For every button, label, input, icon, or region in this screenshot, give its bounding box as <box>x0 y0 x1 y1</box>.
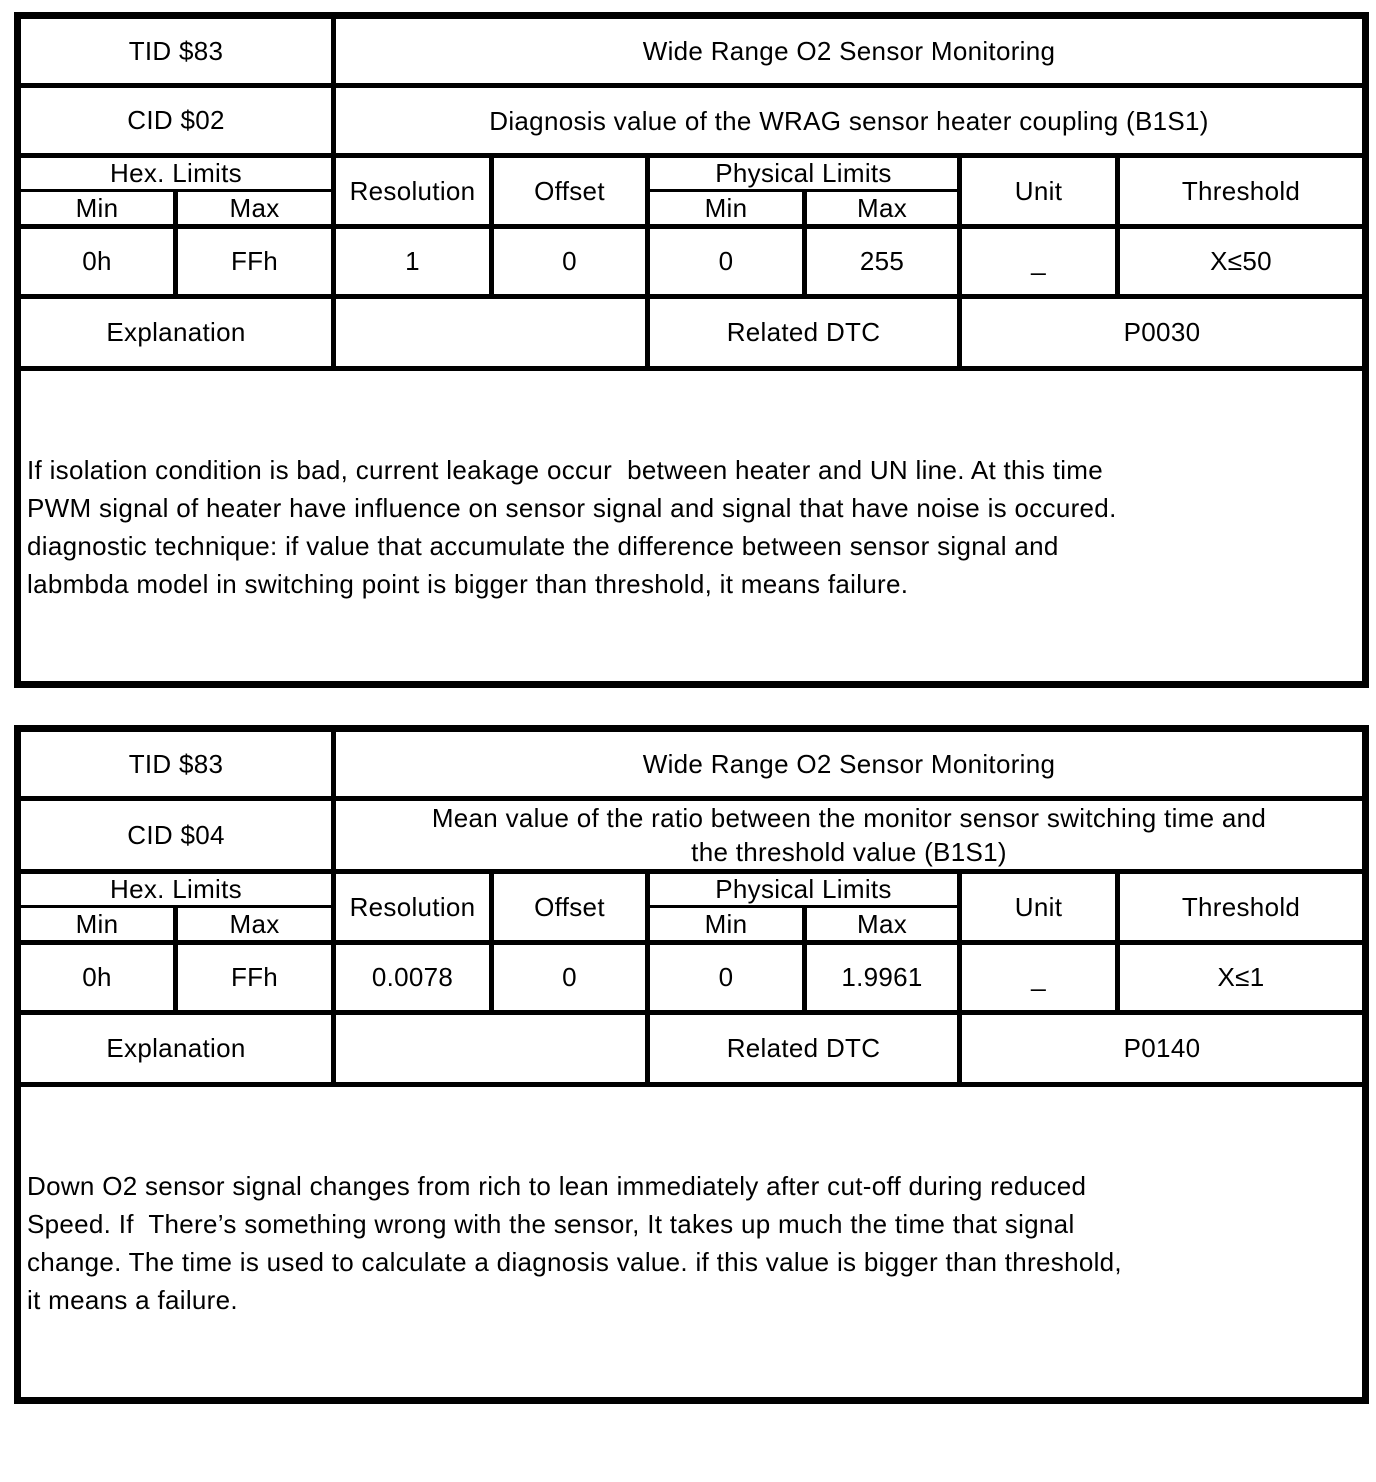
cid-label-cell: CID $02 <box>18 86 334 156</box>
hex-limits-header: Hex. Limits <box>18 872 334 907</box>
hex-max-value: FFh <box>176 227 334 297</box>
phys-min-header: Min <box>648 907 805 943</box>
hex-max-value: FFh <box>176 943 334 1013</box>
resolution-value: 1 <box>334 227 492 297</box>
related-dtc-label-cell: Related DTC <box>648 1013 960 1085</box>
explanation-line: diagnostic technique: if value that accumulate the difference between sensor signal and <box>27 531 1059 561</box>
unit-header: Unit <box>960 872 1118 943</box>
hex-max-header: Max <box>176 907 334 943</box>
explanation-spacer-cell <box>334 297 648 369</box>
phys-min-value: 0 <box>648 943 805 1013</box>
cid-description-cell <box>334 86 1366 156</box>
explanation-text-cell <box>18 1085 1366 1401</box>
physical-limits-header: Physical Limits <box>648 872 960 907</box>
phys-max-value: 1.9961 <box>805 943 960 1013</box>
offset-header: Offset <box>492 872 648 943</box>
cid-description-line: Mean value of the ratio between the monitor sensor switching time and <box>431 803 1267 833</box>
hex-min-header: Min <box>18 191 176 227</box>
phys-min-value: 0 <box>648 227 805 297</box>
explanation-line: If isolation condition is bad, current leakage occur between heater and UN line. At this time <box>27 455 1104 485</box>
explanation-line: PWM signal of heater have influence on sensor signal and signal that have noise is occured. <box>27 493 1117 523</box>
unit-value: _ <box>960 943 1118 1013</box>
tid-label-cell: TID $83 <box>18 729 334 799</box>
related-dtc-value-cell: P0030 <box>960 297 1366 369</box>
explanation-label-cell: Explanation <box>18 1013 334 1085</box>
offset-value: 0 <box>492 227 648 297</box>
related-dtc-value-cell: P0140 <box>960 1013 1366 1085</box>
resolution-header: Resolution <box>334 872 492 943</box>
hex-min-value: 0h <box>18 943 176 1013</box>
unit-header: Unit <box>960 156 1118 227</box>
offset-header: Offset <box>492 156 648 227</box>
cid-description-line: the threshold value (B1S1) <box>691 837 1007 867</box>
tid-title-cell: Wide Range O2 Sensor Monitoring <box>334 729 1366 799</box>
explanation-spacer-cell <box>334 1013 648 1085</box>
hex-max-header: Max <box>176 191 334 227</box>
explanation-line: Down O2 sensor signal changes from rich to lean immediately after cut-off during reduced <box>27 1171 1087 1201</box>
threshold-header: Threshold <box>1118 156 1366 227</box>
tid-label-cell: TID $83 <box>18 16 334 86</box>
offset-value: 0 <box>492 943 648 1013</box>
explanation-line: change. The time is used to calculate a diagnosis value. if this value is bigger than threshold, <box>27 1247 1122 1277</box>
resolution-header: Resolution <box>334 156 492 227</box>
spec-table-cid04 <box>14 725 1369 1404</box>
phys-max-header: Max <box>805 907 960 943</box>
phys-max-header: Max <box>805 191 960 227</box>
cid-description-line: Diagnosis value of the WRAG sensor heater coupling (B1S1) <box>489 105 1209 136</box>
explanation-text-cell <box>18 369 1366 685</box>
unit-value: _ <box>960 227 1118 297</box>
threshold-value: X≤1 <box>1118 943 1366 1013</box>
resolution-value: 0.0078 <box>334 943 492 1013</box>
threshold-header: Threshold <box>1118 872 1366 943</box>
explanation-line: it means a failure. <box>27 1285 238 1315</box>
tid-title-cell: Wide Range O2 Sensor Monitoring <box>334 16 1366 86</box>
explanation-line: Speed. If There’s something wrong with the sensor, It takes up much the time that signal <box>27 1209 1075 1239</box>
cid-description-cell <box>334 799 1366 872</box>
phys-max-value: 255 <box>805 227 960 297</box>
physical-limits-header: Physical Limits <box>648 156 960 191</box>
hex-min-header: Min <box>18 907 176 943</box>
spec-table-cid02 <box>14 12 1369 688</box>
hex-limits-header: Hex. Limits <box>18 156 334 191</box>
explanation-line: labmbda model in switching point is bigger than threshold, it means failure. <box>27 569 909 599</box>
phys-min-header: Min <box>648 191 805 227</box>
related-dtc-label-cell: Related DTC <box>648 297 960 369</box>
explanation-label-cell: Explanation <box>18 297 334 369</box>
hex-min-value: 0h <box>18 227 176 297</box>
cid-label-cell: CID $04 <box>18 799 334 872</box>
threshold-value: X≤50 <box>1118 227 1366 297</box>
